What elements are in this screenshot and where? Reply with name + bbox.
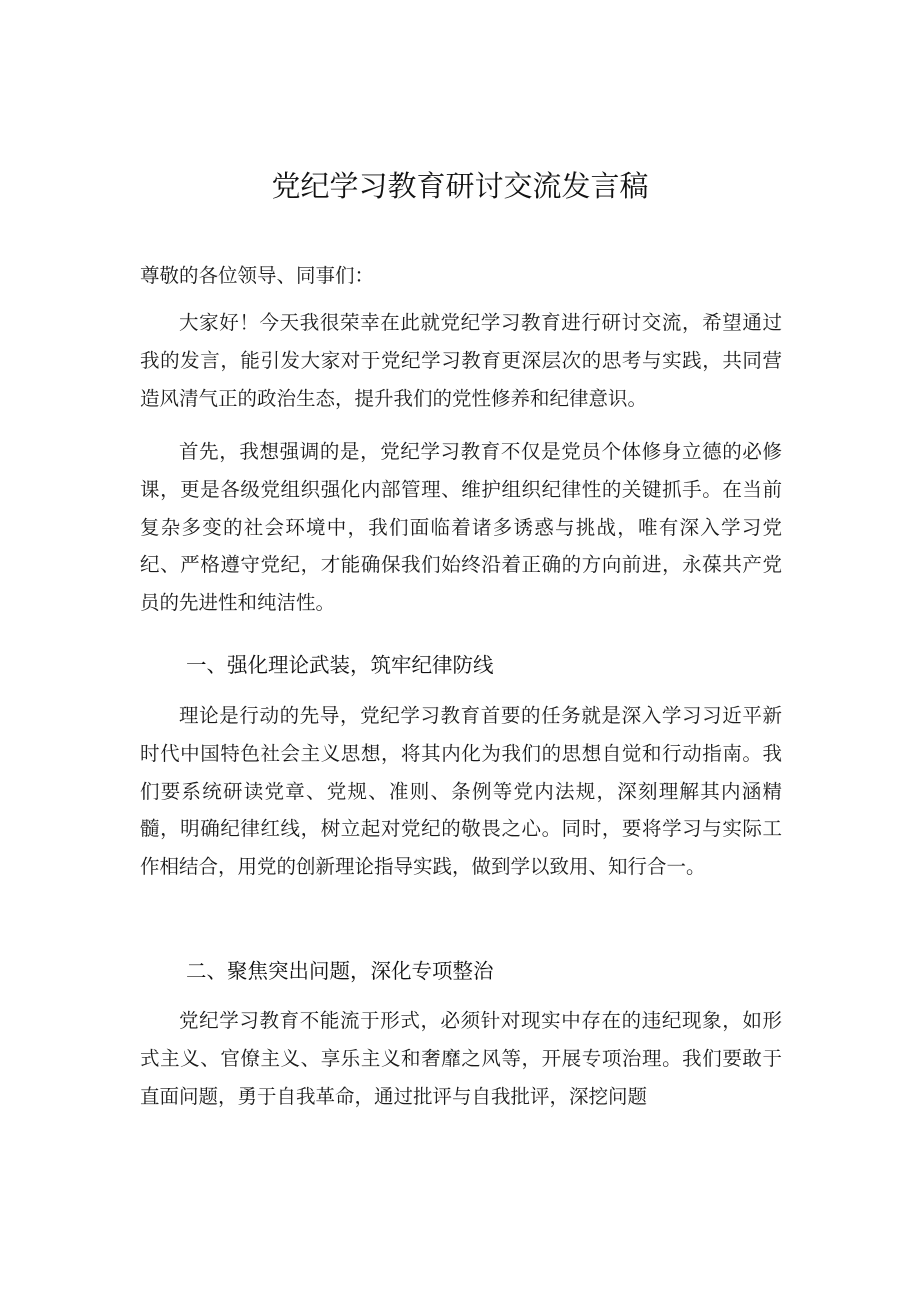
paragraph-introduction: 首先，我想强调的是，党纪学习教育不仅是党员个体修身立德的必修课，更是各级党组织强化内部管理、维护组织纪律性的关键抓手。在当前复杂多变的社会环境中，我们面临着诸多诱惑与挑战，唯有深入学习党纪、严格遵守党纪，才能确保我们始终沿着正确的方向前进，永葆共产党员的先进性和纯洁性。 bbox=[140, 440, 782, 615]
paragraph-greeting: 大家好！今天我很荣幸在此就党纪学习教育进行研讨交流，希望通过我的发言，能引发大家对于党纪学习教育更深层次的思考与实践，共同营造风清气正的政治生态，提升我们的党性修养和纪律意识。 bbox=[140, 311, 782, 410]
section-heading-2: 二、聚焦突出问题，深化专项整治 bbox=[186, 959, 494, 983]
section-body-1: 理论是行动的先导，党纪学习教育首要的任务就是深入学习习近平新时代中国特色社会主义思想，将其内化为我们的思想自觉和行动指南。我们要系统研读党章、党规、准则、条例等党内法规，深刻理解其内涵精髓，明确纪律红线，树立起对党纪的敬畏之心。同时，要将学习与实际工作相结合，用党的创新理论指导实践，做到学以致用、知行合一。 bbox=[140, 704, 782, 879]
document-title: 党纪学习教育研讨交流发言稿 bbox=[271, 169, 649, 203]
salutation: 尊敬的各位领导、同事们： bbox=[140, 264, 375, 287]
section-body-2: 党纪学习教育不能流于形式，必须针对现实中存在的违纪现象，如形式主义、官僚主义、享乐主义和奢靡之风等，开展专项治理。我们要敢于直面问题，勇于自我革命，通过批评与自我批评，深挖问题 bbox=[140, 1009, 782, 1108]
section-heading-1: 一、强化理论武装，筑牢纪律防线 bbox=[186, 653, 494, 677]
